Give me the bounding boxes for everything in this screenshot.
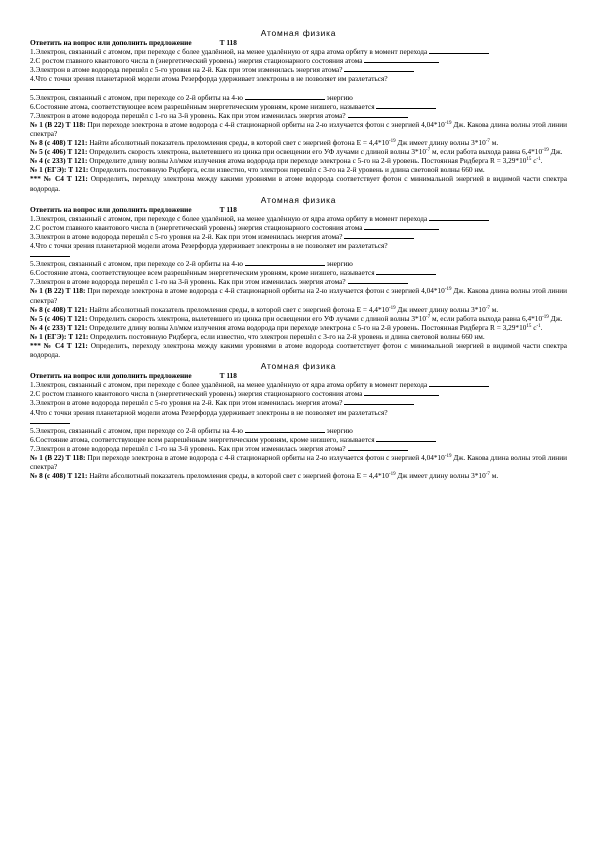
answer-blank[interactable] [429, 214, 489, 221]
question-5: 5.Электрон, связанный с атомом, при переходе со 2-й орбиты на 4-ю энергию [30, 92, 353, 102]
problem-2: № 8 (с 408) Т 121: Найти абсолютный показатель преломления среды, в которой свет с энергией фотона $Е = 4,4*10^{-19}$ Дж имеет длину волны $3*10^{-7}$ м. [30, 471, 499, 481]
answer-blank[interactable] [245, 259, 325, 266]
problem-1: № 1 (В 22) Т 118: При переходе электрона в атоме водорода с 4-й стационарной орбиты на 2-ю излучается фотон с энергией $4,04*10^{-19}$ Дж. Какова длина волны этой линии спектра? [30, 453, 568, 472]
problem-6: *** № С4 Т 121: Определить, переходу электрона между какими уровнями в атоме водорода соответствует фотон с минимальной энергией в видимой части спектра водорода. [30, 341, 568, 360]
answer-blank[interactable] [245, 426, 325, 433]
answer-blank[interactable] [30, 250, 70, 257]
answer-blank[interactable] [344, 232, 414, 239]
answer-blank[interactable] [364, 56, 439, 63]
worksheet-block-1 [30, 28, 567, 193]
problem-1: № 1 (В 22) Т 118: При переходе электрона в атоме водорода с 4-й стационарной орбиты на 2-ю излучается фотон с энергией $4,04*10^{-19}$ Дж. Какова длина волны этой линии спектра? [30, 119, 568, 138]
question-7: 7.Электрон в атоме водорода перешёл с 1-го на 3-й уровень. Как при этом изменилась энергия атома? [30, 277, 567, 286]
problem-4: № 4 (с 233) Т 121: Определите длину волны λл/мкм излучения атома водорода при переходе электрона с 5-го на 2-й уровень. Постоянная Ридберга $R = 3,29*10^{15}$ $с^{-1}$. [30, 322, 543, 332]
question-6: 6.Состояние атома, соответствующее всем разрешённым энергетическим уровням, кроме низшего, называется [30, 435, 567, 444]
question-2: 2.С ростом главного квантового числа n (энергетический уровень) энергия стационарного состояния атома [30, 223, 567, 232]
answer-blank[interactable] [364, 223, 439, 230]
question-3: 3.Электрон в атоме водорода перешёл с 5-го уровня на 2-й. Как при этом изменилась энергия атома? [30, 398, 567, 407]
answer-blank[interactable] [344, 65, 414, 72]
answer-blank[interactable] [429, 47, 489, 54]
question-3: 3.Электрон в атоме водорода перешёл с 5-го уровня на 2-й. Как при этом изменилась энергия атома? [30, 65, 567, 74]
question-6: 6.Состояние атома, соответствующее всем разрешённым энергетическим уровням, кроме низшего, называется [30, 268, 567, 277]
answer-blank[interactable] [348, 444, 408, 451]
worksheet-block-2 [30, 195, 567, 360]
question-1: 1.Электрон, связанный с атомом, при переходе с более удалённой, на менее удалённую от ядра атома орбиту в момент перехода [30, 47, 567, 56]
question-4: 4.Что с точки зрения планетарной модели атома Резерфорда удерживает электроны в не позволяет им разлетаться? [30, 241, 567, 259]
problem-5: № 1 (ЕГЭ): Т 121: Определить постоянную Ридберга, если известно, что электрон перешёл с 3-го на 2-й уровень и длина световой волны 660 нм. [30, 165, 485, 175]
worksheet-title: Атомная физика [260, 361, 337, 372]
worksheet-title: Атомная физика [260, 194, 337, 205]
question-1: 1.Электрон, связанный с атомом, при переходе с более удалённой, на менее удалённую от ядра атома орбиту в момент перехода [30, 380, 567, 389]
worksheet-title: Атомная физика [260, 28, 337, 38]
answer-blank[interactable] [376, 435, 436, 442]
instruction-line: Ответить на вопрос или дополнить предложение Т 118 [30, 38, 237, 47]
question-5: 5.Электрон, связанный с атомом, при переходе со 2-й орбиты на 4-ю энергию [30, 259, 353, 269]
problem-1: № 1 (В 22) Т 118: При переходе электрона в атоме водорода с 4-й стационарной орбиты на 2-ю излучается фотон с энергией $4,04*10^{-19}$ Дж. Какова длина волны этой линии спектра? [30, 286, 568, 305]
question-6: 6.Состояние атома, соответствующее всем разрешённым энергетическим уровням, кроме низшего, называется [30, 102, 567, 111]
instruction-line: Ответить на вопрос или дополнить предложение Т 118 [30, 371, 237, 381]
worksheet-block-3 [30, 361, 567, 480]
answer-blank[interactable] [348, 111, 408, 118]
answer-blank[interactable] [344, 398, 414, 405]
question-2: 2.С ростом главного квантового числа n (энергетический уровень) энергия стационарного состояния атома [30, 389, 567, 398]
question-7: 7.Электрон в атоме водорода перешёл с 1-го на 3-й уровень. Как при этом изменилась энергия атома? [30, 444, 567, 453]
question-4: 4.Что с точки зрения планетарной модели атома Резерфорда удерживает электроны в не позволяет им разлетаться? [30, 408, 567, 426]
question-4: 4.Что с точки зрения планетарной модели атома Резерфорда удерживает электроны в не позволяет им разлетаться? [30, 74, 567, 92]
problem-2: № 8 (с 408) Т 121: Найти абсолютный показатель преломления среды, в которой свет с энергией фотона $Е = 4,4*10^{-19}$ Дж имеет длину волны $3*10^{-7}$ м. [30, 138, 499, 148]
answer-blank[interactable] [429, 380, 489, 387]
problem-3: № 5 (с 406) Т 121: Определить скорость электрона, вылетевшего из цинка при освещении его УФ лучами с длиной волны $3*10^{-7}$ м, если работа выхода равна $6,4*10^{-19}$ Дж. [30, 313, 563, 323]
problem-4: № 4 (с 233) Т 121: Определите длину волны λл/мкм излучения атома водорода при переходе электрона с 5-го на 2-й уровень. Постоянная Ридберга $R = 3,29*10^{15}$ $с^{-1}$. [30, 156, 543, 166]
problem-5: № 1 (ЕГЭ): Т 121: Определить постоянную Ридберга, если известно, что электрон перешёл с 3-го на 2-й уровень и длина световой волны 660 нм. [30, 331, 485, 341]
answer-blank[interactable] [376, 268, 436, 275]
answer-blank[interactable] [376, 102, 436, 109]
answer-blank[interactable] [348, 277, 408, 284]
question-3: 3.Электрон в атоме водорода перешёл с 5-го уровня на 2-й. Как при этом изменилась энергия атома? [30, 232, 567, 241]
question-5: 5.Электрон, связанный с атомом, при переходе со 2-й орбиты на 4-ю энергию [30, 425, 353, 435]
problem-6: *** № С4 Т 121: Определить, переходу электрона между какими уровнями в атоме водорода соответствует фотон с минимальной энергией в видимой части спектра водорода. [30, 174, 568, 193]
question-7: 7.Электрон в атоме водорода перешёл с 1-го на 3-й уровень. Как при этом изменилась энергия атома? [30, 111, 567, 120]
answer-blank[interactable] [245, 93, 325, 100]
question-2: 2.С ростом главного квантового числа n (энергетический уровень) энергия стационарного состояния атома [30, 56, 567, 65]
answer-blank[interactable] [30, 417, 70, 424]
answer-blank[interactable] [30, 83, 70, 90]
worksheet-page [30, 28, 567, 482]
question-1: 1.Электрон, связанный с атомом, при переходе с более удалённой, на менее удалённую от ядра атома орбиту в момент перехода [30, 214, 567, 223]
problem-3: № 5 (с 406) Т 121: Определить скорость электрона, вылетевшего из цинка при освещении его УФ лучами с длиной волны $3*10^{-7}$ м, если работа выхода равна $6,4*10^{-19}$ Дж. [30, 147, 563, 157]
answer-blank[interactable] [364, 389, 439, 396]
problem-2: № 8 (с 408) Т 121: Найти абсолютный показатель преломления среды, в которой свет с энергией фотона $Е = 4,4*10^{-19}$ Дж имеет длину волны $3*10^{-7}$ м. [30, 304, 499, 314]
instruction-line: Ответить на вопрос или дополнить предложение Т 118 [30, 204, 237, 214]
